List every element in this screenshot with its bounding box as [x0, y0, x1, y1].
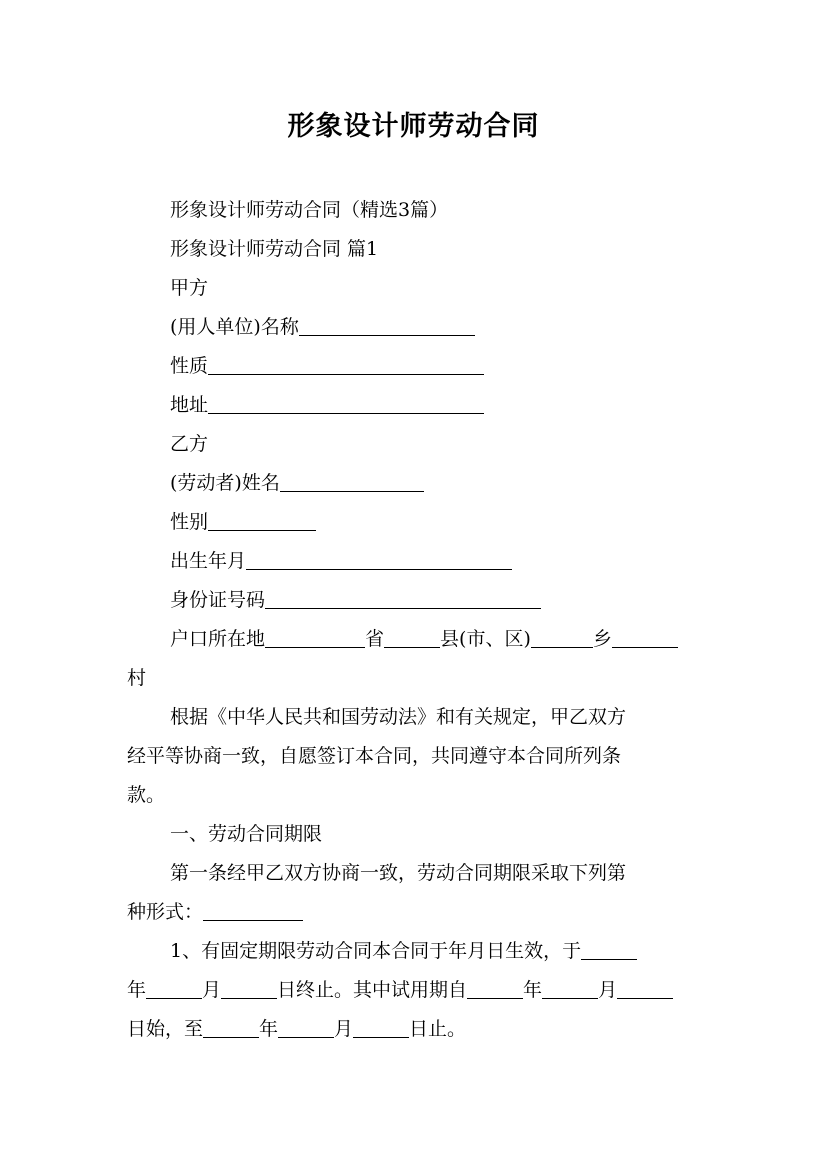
nature-line	[170, 354, 484, 378]
section-one-heading: 一、劳动合同期限	[170, 823, 323, 845]
nature-label: 性质	[170, 355, 209, 377]
province-blank	[265, 629, 365, 648]
gender-label: 性别	[170, 511, 209, 533]
document-title: 形象设计师劳动合同	[287, 111, 540, 142]
fixed-term-line-2	[127, 978, 673, 1002]
probation-text: 日终止。其中试用期自	[277, 979, 468, 1001]
address-blank	[208, 395, 484, 414]
form-label: 种形式：	[127, 901, 204, 923]
day-end-label: 日止。	[409, 1018, 467, 1040]
worker-name-label: (劳动者)姓名	[170, 472, 280, 494]
address-label: 地址	[170, 394, 209, 416]
to-day-blank	[353, 1019, 409, 1038]
month-label-2: 月	[598, 979, 618, 1001]
form-blank	[203, 902, 303, 921]
county-label: 县(市、区)	[440, 628, 531, 650]
end-year-blank	[581, 941, 637, 960]
id-number-label: 身份证号码	[170, 589, 266, 611]
village-blank	[612, 629, 678, 648]
article-one-line-2	[127, 900, 303, 924]
month-label-3: 月	[334, 1018, 354, 1040]
employer-name-label: (用人单位)名称	[170, 316, 299, 338]
worker-name-blank	[280, 473, 424, 492]
province-label: 省	[365, 628, 385, 650]
party-b-label: 乙方	[170, 433, 209, 455]
paragraph-line-3: 款。	[127, 784, 166, 806]
town-label: 乡	[592, 628, 612, 650]
gender-blank	[208, 512, 316, 531]
to-month-blank	[278, 1019, 334, 1038]
village-label: 村	[127, 667, 147, 689]
paragraph-line-2: 经平等协商一致，自愿签订本合同，共同遵守本合同所列条	[127, 745, 622, 767]
subtitle-line: 形象设计师劳动合同（精选3篇）	[170, 199, 449, 221]
fixed-term-line-3	[127, 1017, 466, 1041]
section-heading: 形象设计师劳动合同 篇1	[170, 238, 379, 260]
start-end-text: 日始，至	[127, 1018, 204, 1040]
gender-line	[170, 510, 316, 534]
end-day-blank	[221, 980, 277, 999]
worker-name-line	[170, 471, 424, 495]
to-year-blank	[203, 1019, 259, 1038]
nature-blank	[208, 356, 484, 375]
article-one-line-1: 第一条经甲乙双方协商一致，劳动合同期限采取下列第	[170, 862, 627, 884]
household-label: 户口所在地	[170, 628, 266, 650]
household-line	[170, 627, 678, 651]
id-number-blank	[265, 590, 541, 609]
county-blank	[384, 629, 440, 648]
year-label-3: 年	[259, 1018, 279, 1040]
party-a-label: 甲方	[170, 277, 209, 299]
fixed-term-text: 1、有固定期限劳动合同本合同于年月日生效，于	[170, 940, 582, 962]
year-label: 年	[127, 979, 147, 1001]
birth-blank	[246, 551, 512, 570]
paragraph-line-1: 根据《中华人民共和国劳动法》和有关规定，甲乙双方	[170, 706, 627, 728]
employer-name-line	[170, 315, 475, 339]
fixed-term-line-1	[170, 939, 637, 963]
birth-line	[170, 549, 512, 573]
address-line	[170, 393, 484, 417]
probation-day-blank	[617, 980, 673, 999]
month-label: 月	[202, 979, 222, 1001]
id-number-line	[170, 588, 541, 612]
probation-year-blank	[467, 980, 523, 999]
year-label-2: 年	[523, 979, 543, 1001]
town-blank	[531, 629, 593, 648]
end-month-blank	[146, 980, 202, 999]
birth-label: 出生年月	[170, 550, 247, 572]
employer-name-blank	[299, 317, 475, 336]
probation-month-blank	[542, 980, 598, 999]
